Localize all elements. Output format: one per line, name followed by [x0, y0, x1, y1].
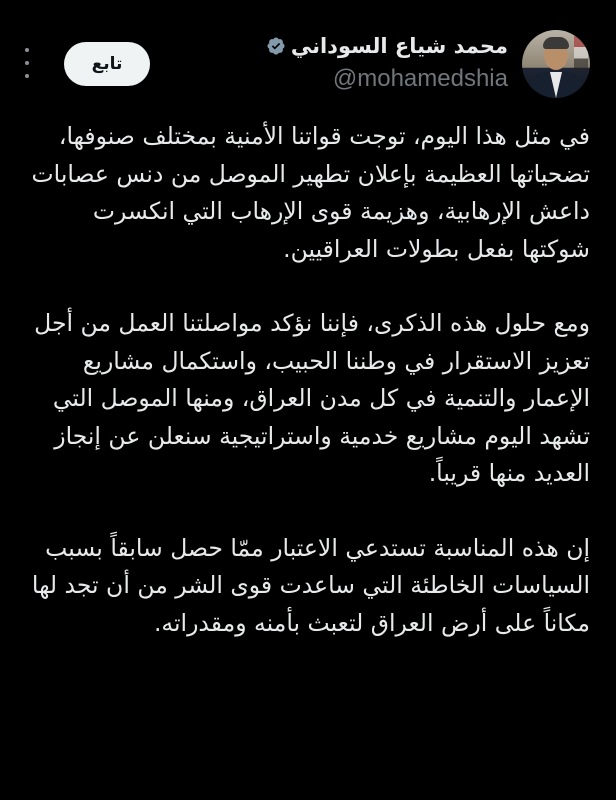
- more-options-icon[interactable]: [22, 48, 32, 78]
- tweet-text: [24, 118, 590, 642]
- tweet-paragraph-3: إن هذه المناسبة تستدعي الاعتبار ممّا حصل سابقاً بسبب السياسات الخاطئة التي ساعدت قوى الشر من أن تجد لها مكاناً على أرض العراق لتعبث بأمنه ومقدراته.: [31, 533, 590, 637]
- tweet-paragraph-2: ومع حلول هذه الذكرى، فإننا نؤكد مواصلتنا العمل من أجل تعزيز الاستقرار في وطننا الحبيب، واستكمال مشاريع الإعمار والتنمية في كل مدن العراق، ومنها الموصل التي تشهد اليوم مشاريع خدمية واستراتيجية سنعلن عن إنجاز العديد منها قريباً.: [34, 309, 590, 487]
- author-avatar[interactable]: [522, 30, 590, 98]
- avatar-hair: [543, 37, 569, 49]
- tweet-header: [24, 30, 590, 106]
- author-display-name[interactable]: محمد شياع السوداني: [290, 34, 508, 58]
- author-handle[interactable]: @mohamedshia: [332, 65, 508, 92]
- more-dot: [25, 61, 29, 65]
- author-info: [266, 30, 508, 93]
- verified-badge-icon: [266, 36, 286, 56]
- more-dot: [25, 74, 29, 78]
- follow-button[interactable]: تابع: [64, 42, 150, 86]
- avatar-flag-background: [574, 36, 588, 70]
- tweet-paragraph-1: في مثل هذا اليوم، توجت قواتنا الأمنية بمختلف صنوفها، تضحياتها العظيمة بإعلان تطهير الموصل من دنس عصابات داعش الإرهابية، وهزيمة قوى الإرهاب التي انكسرت شوكتها بفعل بطولات العراقيين.: [31, 122, 590, 263]
- more-dot: [25, 48, 29, 52]
- author-name-row: [266, 32, 508, 60]
